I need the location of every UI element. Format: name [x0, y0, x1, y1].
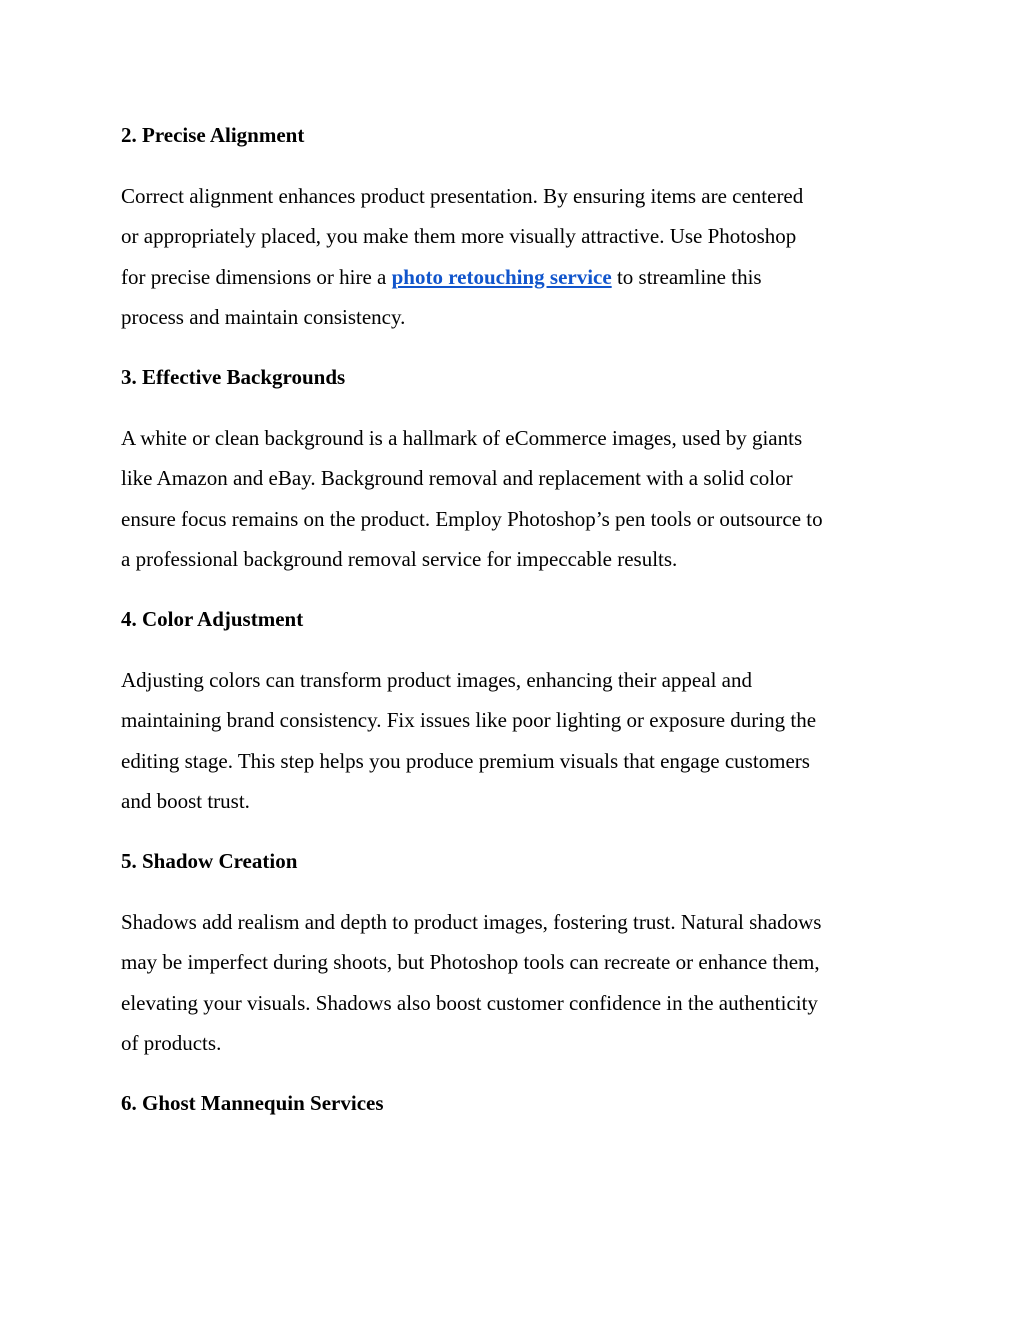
heading-shadow-creation: 5. Shadow Creation	[121, 849, 298, 873]
text-line: may be imperfect during shoots, but Photoshop tools can recreate or enhance them,	[121, 950, 820, 975]
heading-effective-backgrounds: 3. Effective Backgrounds	[121, 365, 346, 389]
text-line	[121, 257, 911, 297]
heading-precise-alignment: 2. Precise Alignment	[121, 123, 305, 147]
text-line: Shadows add realism and depth to product images, fostering trust. Natural shadows	[121, 910, 822, 934]
text-line: ensure focus remains on the product. Employ Photoshop’s pen tools or outsource to	[121, 506, 823, 531]
heading-ghost-mannequin-services: 6. Ghost Mannequin Services	[121, 1091, 384, 1115]
paragraph-shadow-creation	[121, 902, 911, 1063]
text-line: elevating your visuals. Shadows also boost customer confidence in the authenticity	[121, 990, 818, 1015]
text-line: A white or clean background is a hallmark of eCommerce images, used by giants	[121, 426, 803, 450]
text-fragment: for precise dimensions or hire a	[121, 264, 392, 289]
paragraph-color-adjustment	[121, 660, 911, 821]
text-line: of products.	[121, 1030, 222, 1055]
text-fragment: to streamline this	[611, 264, 762, 289]
text-line: or appropriately placed, you make them more visually attractive. Use Photoshop	[121, 224, 797, 249]
text-line: editing stage. This step helps you produce premium visuals that engage customers	[121, 748, 810, 773]
photo-retouching-service-link[interactable]: photo retouching service	[391, 264, 612, 289]
heading-color-adjustment: 4. Color Adjustment	[121, 607, 304, 631]
text-line: maintaining brand consistency. Fix issues like poor lighting or exposure during the	[121, 708, 817, 733]
text-line: a professional background removal service for impeccable results.	[121, 546, 678, 571]
paragraph-effective-backgrounds	[121, 418, 911, 579]
paragraph-precise-alignment	[121, 176, 911, 337]
text-line: Correct alignment enhances product presentation. By ensuring items are centered	[121, 184, 804, 208]
text-line: and boost trust.	[121, 788, 250, 813]
text-line: process and maintain consistency.	[121, 304, 406, 329]
text-line: like Amazon and eBay. Background removal and replacement with a solid color	[121, 466, 793, 491]
text-line: Adjusting colors can transform product images, enhancing their appeal and	[121, 668, 752, 692]
